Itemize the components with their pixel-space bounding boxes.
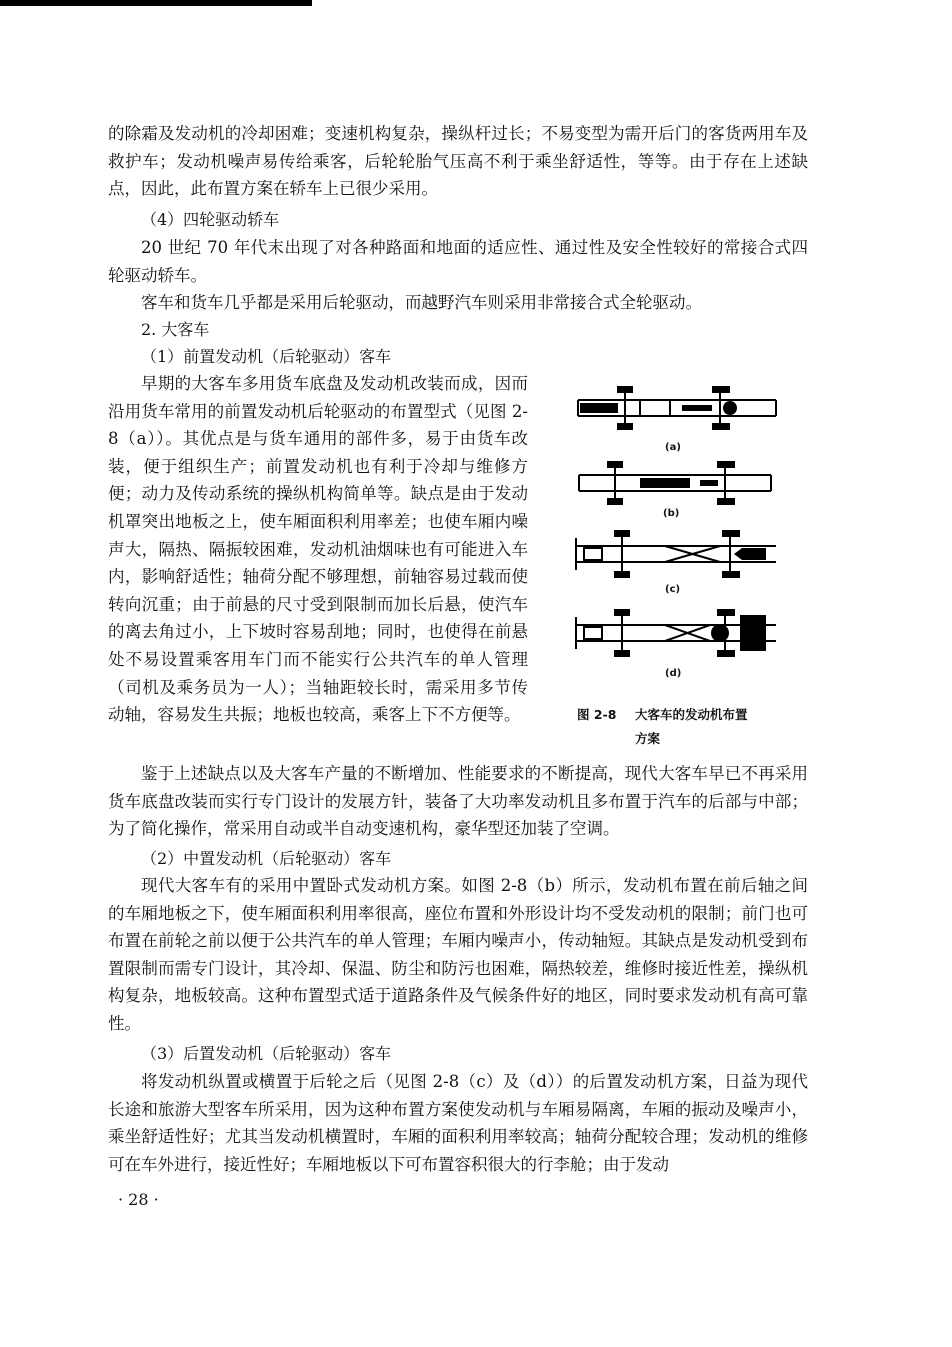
figure-label-a: (a) xyxy=(665,442,681,453)
figure-label-c: (c) xyxy=(665,584,681,595)
figure-label-b: (b) xyxy=(663,508,680,519)
figure-label-d: (d) xyxy=(665,668,682,679)
heading-4wd: （4）四轮驱动轿车 xyxy=(141,210,280,229)
figure-caption-line1: 大客车的发动机布置 xyxy=(635,707,748,722)
figure-caption-number: 图 2-8 xyxy=(577,707,617,722)
chassis-diagram-d xyxy=(570,603,782,663)
figure-caption-line2: 方案 xyxy=(635,731,661,746)
heading-rear-engine: （3）后置发动机（后轮驱动）客车 xyxy=(141,1044,392,1063)
paragraph-truck-drive: 客车和货车几乎都是采用后轮驱动，而越野汽车则采用非常接合式全轮驱动。 xyxy=(141,293,702,312)
figure-caption xyxy=(577,703,797,751)
paragraph-mid-engine: 现代大客车有的采用中置卧式发动机方案。如图 2-8（b）所示，发动机布置在前后轴之间的车厢地板之下，使车厢面积利用率很高，座位布置和外形设计均不受发动机的限制；前门也可布置在前轮之前以便于公共汽车的单人管理；车厢内噪声小，传动轴短。其缺点是发动机受到布置限制而需专门设计，其冷却、保温、防尘和防污也困难，隔热较差，维修时接近性差，操纵机构复杂，地板较高。这种布置型式适于道路条件及气候条件好的地区，同时要求发动机有高可靠性。 xyxy=(108,876,808,1033)
page-number: · 28 · xyxy=(118,1190,159,1209)
paragraph-modern-bus: 鉴于上述缺点以及大客车产量的不断增加、性能要求的不断提高，现代大客车早已不再采用货车底盘改装而实行专门设计的发展方针，装备了大功率发动机且多布置于汽车的后部与中部；为了简化操作，常采用自动或半自动变速机构，豪华型还加装了空调。 xyxy=(108,764,808,838)
chassis-diagram-c xyxy=(570,526,782,582)
chassis-diagram-b xyxy=(575,458,775,508)
heading-front-engine: （1）前置发动机（后轮驱动）客车 xyxy=(141,347,392,366)
figure-2-8 xyxy=(565,378,795,758)
heading-bus: 2. 大客车 xyxy=(141,320,210,339)
paragraph-sedan-drawbacks: 的除霜及发动机的冷却困难；变速机构复杂，操纵杆过长；不易变型为需开后门的客货两用车及救护车；发动机噪声易传给乘客，后轮轮胎气压高不利于乘坐舒适性，等等。由于存在上述缺点，因此，此布置方案在轿车上已很少采用。 xyxy=(108,124,808,198)
heading-mid-engine: （2）中置发动机（后轮驱动）客车 xyxy=(141,849,392,868)
paragraph-4wd: 20 世纪 70 年代末出现了对各种路面和地面的适应性、通过性及安全性较好的常接合式四轮驱动轿车。 xyxy=(108,238,808,285)
chassis-diagram-a xyxy=(570,378,782,440)
top-rule xyxy=(0,0,312,6)
paragraph-rear-engine: 将发动机纵置或横置于后轮之后（见图 2-8（c）及（d））的后置发动机方案，日益为现代长途和旅游大型客车所采用，因为这种布置方案使发动机与车厢易隔离，车厢的振动及噪声小，乘坐舒适性好；尤其当发动机横置时，车厢的面积利用率较高；轴荷分配较合理；发动机的维修可在车外进行，接近性好；车厢地板以下可布置容积很大的行李舱；由于发动 xyxy=(108,1072,808,1174)
paragraph-front-engine: 早期的大客车多用货车底盘及发动机改装而成，因而沿用货车常用的前置发动机后轮驱动的布置型式（见图 2-8（a））。其优点是与货车通用的部件多，易于由货车改装，便于组织生产；前置发动机也有利于冷却与维修方便；动力及传动系统的操纵机构简单等。缺点是由于发动机罩突出地板之上，使车厢面积利用率差；也使车厢内噪声大，隔热、隔振较困难，发动机油烟味也有可能进入车内，影响舒适性；轴荷分配不够理想，前轴容易过载而使转向沉重；由于前悬的尺寸受到限制而加长后悬，使汽车的离去角过小，上下坡时容易刮地；同时，也使得在前悬处不易设置乘客用车门而不能实行公共汽车的单人管理（司机及乘务员为一人）；当轴距较长时，需采用多节传动轴，容易发生共振；地板也较高，乘客上下不方便等。 xyxy=(108,374,528,725)
